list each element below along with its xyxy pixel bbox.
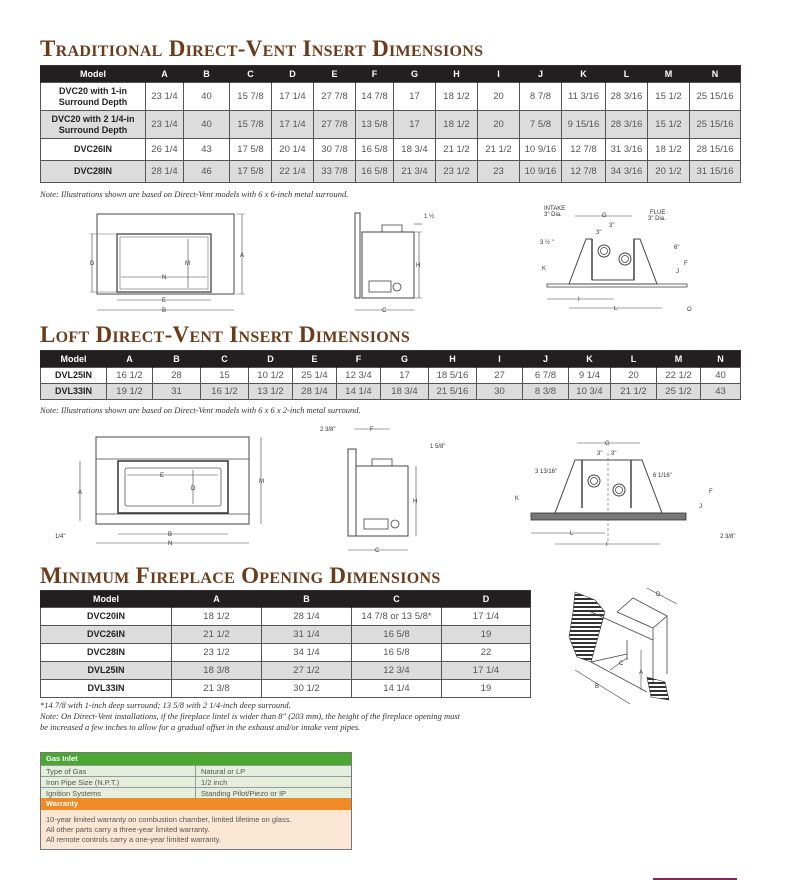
top-label-3in-a: 3"	[609, 223, 615, 229]
value-cell: 19	[442, 680, 531, 698]
value-cell: 28 3/16	[606, 83, 648, 111]
minimum-note-line1: Note: On Direct-Vent installations, if the fireplace lintel is wider than 8" (203 mm), the height of the fireplace opening must	[40, 711, 461, 721]
value-cell: 31 3/16	[606, 139, 648, 161]
warranty-line: All remote controls carry a one-year limited warranty.	[46, 835, 221, 844]
column-header-d: D	[249, 351, 293, 368]
value-cell: 28 1/4	[262, 608, 352, 626]
column-header-m: M	[657, 351, 701, 368]
column-header-i: I	[478, 66, 520, 83]
value-cell: 25 1/4	[293, 368, 337, 384]
value-cell: 10 3/4	[569, 384, 611, 400]
column-header-n: N	[690, 66, 741, 83]
column-header-l: L	[611, 351, 657, 368]
value-cell: 20	[478, 83, 520, 111]
spec-row	[41, 765, 351, 776]
value-cell: 43	[701, 384, 741, 400]
value-cell: 18 1/2	[436, 111, 478, 139]
value-cell: 12 7/8	[562, 139, 606, 161]
loft-dimensions-table	[40, 350, 741, 400]
loft-top-label-g: G	[605, 441, 610, 447]
value-cell: 21 1/2	[611, 384, 657, 400]
value-cell: 21 1/2	[172, 626, 262, 644]
traditional-top-diagram	[532, 204, 692, 316]
loft-top-label-f: F	[709, 489, 713, 495]
value-cell: 34 3/16	[606, 161, 648, 183]
value-cell: 40	[184, 83, 230, 111]
loft-top-label-3a: 3"	[597, 451, 603, 457]
table-row	[41, 139, 741, 161]
table-row	[41, 626, 531, 644]
value-cell: 30	[477, 384, 523, 400]
traditional-front-diagram	[90, 210, 260, 320]
loft-top-label-31316: 3 13/16"	[535, 469, 558, 475]
value-cell: 16 5/8	[356, 139, 394, 161]
spec-value: 1/2 inch	[201, 778, 228, 787]
value-cell: 21 5/16	[429, 384, 477, 400]
fireplace-opening-diagram	[555, 582, 675, 710]
value-cell: 21 3/8	[172, 680, 262, 698]
top-label-6in: 6"	[674, 245, 680, 251]
value-cell: 17 1/4	[442, 662, 531, 680]
value-cell: 8 3/8	[523, 384, 569, 400]
value-cell: 27	[477, 368, 523, 384]
column-header-f: F	[356, 66, 394, 83]
value-cell: 17 1/4	[272, 111, 314, 139]
model-cell: DVC20 with 1-in Surround Depth	[41, 83, 146, 111]
model-cell: DVC28IN	[41, 644, 172, 662]
value-cell: 7 5/8	[520, 111, 562, 139]
loft-top-label-3b: 3"	[611, 451, 617, 457]
value-cell: 25 15/16	[690, 83, 741, 111]
value-cell: 23	[478, 161, 520, 183]
value-cell: 31 15/16	[690, 161, 741, 183]
column-header-model: Model	[41, 351, 107, 368]
top-label-flue: FLUE	[650, 210, 666, 216]
value-cell: 27 7/8	[314, 83, 356, 111]
opening-label-d: D	[656, 592, 661, 598]
traditional-note: Note: Illustrations shown are based on Direct-Vent models with 6 x 6-inch metal surround.	[40, 189, 349, 199]
warranty-line: All other parts carry a three-year limited warranty.	[46, 825, 210, 834]
loft-side-label-h: H	[413, 499, 418, 505]
column-header-b: B	[262, 591, 352, 608]
value-cell: 31 1/4	[262, 626, 352, 644]
minimum-title: Minimum Fireplace Opening Dimensions	[40, 563, 441, 588]
value-cell: 25 15/16	[690, 111, 741, 139]
top-label-intake-dia: 3" Dia.	[544, 212, 562, 218]
specs-box	[40, 752, 352, 850]
side-label-h: H	[416, 263, 421, 269]
value-cell: 16 1/2	[107, 368, 153, 384]
front-label-a: A	[240, 253, 245, 259]
spec-row	[41, 776, 351, 787]
column-header-d: D	[442, 591, 531, 608]
traditional-dimensions-table	[40, 65, 741, 183]
column-header-h: H	[429, 351, 477, 368]
value-cell: 17 1/4	[442, 608, 531, 626]
value-cell: 14 7/8	[356, 83, 394, 111]
value-cell: 20	[611, 368, 657, 384]
warranty-text	[41, 810, 351, 849]
top-label-l: L	[614, 306, 618, 312]
table-row	[41, 83, 741, 111]
front-label-e: E	[162, 298, 167, 304]
value-cell: 18 1/2	[436, 83, 478, 111]
value-cell: 30 7/8	[314, 139, 356, 161]
value-cell: 23 1/4	[146, 83, 184, 111]
value-cell: 15 7/8	[230, 111, 272, 139]
value-cell: 34 1/4	[262, 644, 352, 662]
value-cell: 27 7/8	[314, 111, 356, 139]
model-cell: DVC20IN	[41, 608, 172, 626]
table-row	[41, 644, 531, 662]
spec-value: Standing Pilot/Piezo or IP	[201, 789, 287, 798]
value-cell: 18 5/16	[429, 368, 477, 384]
column-header-m: M	[648, 66, 690, 83]
loft-side-label-c: C	[375, 548, 380, 554]
front-label-m: M	[185, 261, 190, 267]
gas-inlet-header: Gas Inlet	[41, 753, 351, 765]
value-cell: 17	[394, 83, 436, 111]
warranty-line: 10-year limited warranty on combustion chamber, limited lifetime on glass.	[46, 815, 292, 824]
top-label-f: F	[684, 261, 688, 267]
loft-front-label-d: D	[191, 486, 196, 492]
model-cell: DVC26IN	[41, 626, 172, 644]
value-cell: 28 15/16	[690, 139, 741, 161]
minimum-dimensions-table	[40, 590, 531, 698]
column-header-j: J	[523, 351, 569, 368]
table-row	[41, 680, 531, 698]
value-cell: 19 1/2	[107, 384, 153, 400]
column-header-n: N	[701, 351, 741, 368]
value-cell: 33 7/8	[314, 161, 356, 183]
value-cell: 15 7/8	[230, 83, 272, 111]
loft-front-diagram	[55, 428, 275, 548]
loft-top-label-j: J	[699, 504, 702, 510]
table-row	[41, 161, 741, 183]
loft-top-label-238: 2 3/8"	[720, 534, 736, 540]
loft-side-label-238: 2 3/8"	[320, 427, 336, 433]
value-cell: 6 7/8	[523, 368, 569, 384]
value-cell: 12 3/4	[352, 662, 442, 680]
value-cell: 19	[442, 626, 531, 644]
top-label-i: I	[578, 297, 580, 303]
front-label-b: B	[162, 308, 167, 314]
column-header-i: I	[477, 351, 523, 368]
value-cell: 21 1/2	[436, 139, 478, 161]
loft-top-label-6116: 6 1/16"	[653, 473, 672, 479]
column-header-b: B	[153, 351, 201, 368]
top-label-flue-dia: 3" Dia.	[648, 216, 666, 222]
value-cell: 10 9/16	[520, 139, 562, 161]
traditional-title: Traditional Direct-Vent Insert Dimensions	[40, 36, 484, 61]
value-cell: 21 1/2	[478, 139, 520, 161]
table-row	[41, 662, 531, 680]
top-label-o: O	[687, 307, 692, 313]
loft-front-label-e: E	[160, 473, 165, 479]
value-cell: 15 1/2	[648, 111, 690, 139]
opening-label-b: B	[595, 684, 600, 690]
opening-label-a: A	[639, 670, 644, 676]
value-cell: 30 1/2	[262, 680, 352, 698]
loft-top-label-i: I	[606, 542, 608, 548]
value-cell: 22	[442, 644, 531, 662]
column-header-g: G	[381, 351, 429, 368]
value-cell: 28 1/4	[293, 384, 337, 400]
loft-top-diagram	[505, 438, 750, 556]
value-cell: 12 7/8	[562, 161, 606, 183]
value-cell: 46	[184, 161, 230, 183]
value-cell: 31	[153, 384, 201, 400]
column-header-c: C	[201, 351, 249, 368]
loft-front-label-quarter: 1/4"	[55, 534, 66, 540]
value-cell: 21 3/4	[394, 161, 436, 183]
side-label-1-half: 1 ½	[424, 214, 435, 220]
value-cell: 18 3/4	[394, 139, 436, 161]
model-cell: DVL33IN	[41, 384, 107, 400]
top-label-j: J	[676, 269, 679, 275]
column-header-a: A	[107, 351, 153, 368]
loft-front-label-n: N	[168, 541, 173, 547]
top-label-3in-b: 3"	[596, 230, 602, 236]
value-cell: 23 1/2	[172, 644, 262, 662]
value-cell: 43	[184, 139, 230, 161]
spec-label: Type of Gas	[41, 766, 196, 776]
value-cell: 22 1/2	[657, 368, 701, 384]
side-label-c: C	[382, 308, 387, 314]
loft-title: Loft Direct-Vent Insert Dimensions	[40, 322, 411, 347]
loft-side-label-f: F	[370, 427, 374, 433]
loft-side-diagram	[320, 424, 460, 556]
value-cell: 20 1/4	[272, 139, 314, 161]
front-label-d: D	[90, 261, 95, 267]
model-cell: DVC26IN	[41, 139, 146, 161]
value-cell: 18 3/4	[381, 384, 429, 400]
value-cell: 40	[184, 111, 230, 139]
spec-value: Natural or LP	[201, 767, 246, 776]
value-cell: 12 3/4	[337, 368, 381, 384]
spec-label: Ignition Systems	[41, 788, 196, 798]
front-label-n: N	[162, 275, 167, 281]
value-cell: 15 1/2	[648, 83, 690, 111]
spec-row	[41, 787, 351, 798]
column-header-model: Model	[41, 591, 172, 608]
value-cell: 16 5/8	[352, 626, 442, 644]
value-cell: 14 1/4	[337, 384, 381, 400]
spec-label: Iron Pipe Size (N.P.T.)	[41, 777, 196, 787]
column-header-j: J	[520, 66, 562, 83]
table-row	[41, 384, 741, 400]
column-header-e: E	[314, 66, 356, 83]
model-cell: DVL25IN	[41, 368, 107, 384]
value-cell: 8 7/8	[520, 83, 562, 111]
value-cell: 20 1/2	[648, 161, 690, 183]
column-header-c: C	[352, 591, 442, 608]
top-label-intake: INTAKE	[544, 206, 566, 212]
loft-front-label-b: B	[168, 532, 173, 538]
loft-side-label-158: 1 5/8"	[430, 444, 446, 450]
value-cell: 28	[153, 368, 201, 384]
value-cell: 9 15/16	[562, 111, 606, 139]
column-header-a: A	[172, 591, 262, 608]
warranty-header: Warranty	[41, 798, 351, 810]
value-cell: 18 1/2	[648, 139, 690, 161]
value-cell: 28 3/16	[606, 111, 648, 139]
column-header-k: K	[569, 351, 611, 368]
value-cell: 18 1/2	[172, 608, 262, 626]
value-cell: 17	[381, 368, 429, 384]
loft-top-label-l: L	[570, 531, 574, 537]
loft-front-label-a: A	[78, 490, 83, 496]
value-cell: 15	[201, 368, 249, 384]
value-cell: 18 3/8	[172, 662, 262, 680]
value-cell: 20	[478, 111, 520, 139]
value-cell: 9 1/4	[569, 368, 611, 384]
column-header-e: E	[293, 351, 337, 368]
column-header-b: B	[184, 66, 230, 83]
value-cell: 27 1/2	[262, 662, 352, 680]
table-row	[41, 111, 741, 139]
value-cell: 10 9/16	[520, 161, 562, 183]
value-cell: 11 3/16	[562, 83, 606, 111]
column-header-a: A	[146, 66, 184, 83]
column-header-f: F	[337, 351, 381, 368]
top-label-g: G	[602, 213, 607, 219]
value-cell: 13 1/2	[249, 384, 293, 400]
column-header-g: G	[394, 66, 436, 83]
value-cell: 13 5/8	[356, 111, 394, 139]
model-cell: DVL33IN	[41, 680, 172, 698]
value-cell: 23 1/4	[146, 111, 184, 139]
model-cell: DVC20 with 2 1/4-in Surround Depth	[41, 111, 146, 139]
value-cell: 10 1/2	[249, 368, 293, 384]
opening-label-c: C	[619, 661, 624, 667]
loft-front-label-m: M	[259, 479, 264, 485]
column-header-d: D	[272, 66, 314, 83]
value-cell: 16 5/8	[352, 644, 442, 662]
value-cell: 14 7/8 or 13 5/8*	[352, 608, 442, 626]
value-cell: 17 1/4	[272, 83, 314, 111]
value-cell: 17 5/8	[230, 161, 272, 183]
model-cell: DVL25IN	[41, 662, 172, 680]
value-cell: 25 1/2	[657, 384, 701, 400]
value-cell: 14 1/4	[352, 680, 442, 698]
traditional-side-diagram	[352, 210, 442, 320]
value-cell: 26 1/4	[146, 139, 184, 161]
column-header-model: Model	[41, 66, 146, 83]
column-header-c: C	[230, 66, 272, 83]
table-row	[41, 608, 531, 626]
value-cell: 22 1/4	[272, 161, 314, 183]
value-cell: 17	[394, 111, 436, 139]
column-header-k: K	[562, 66, 606, 83]
value-cell: 16 1/2	[201, 384, 249, 400]
value-cell: 17 5/8	[230, 139, 272, 161]
value-cell: 28 1/4	[146, 161, 184, 183]
top-label-k: K	[542, 266, 547, 272]
value-cell: 23 1/2	[436, 161, 478, 183]
value-cell: 40	[701, 368, 741, 384]
loft-note: Note: Illustrations shown are based on Direct-Vent models with 6 x 6 x 2-inch metal surround.	[40, 405, 361, 415]
value-cell: 16 5/8	[356, 161, 394, 183]
top-label-3-half: 3 ½ "	[540, 240, 554, 246]
loft-top-label-k: K	[515, 496, 520, 502]
minimum-footnote: *14 7/8 with 1-inch deep surround; 13 5/8 with 2 1/4-inch deep surround.	[40, 700, 291, 710]
model-cell: DVC28IN	[41, 161, 146, 183]
minimum-note-line2: be increased a few inches to allow for a gradual offset in the exhaust and/or intake vent pipes.	[40, 722, 361, 732]
column-header-h: H	[436, 66, 478, 83]
table-row	[41, 368, 741, 384]
column-header-l: L	[606, 66, 648, 83]
